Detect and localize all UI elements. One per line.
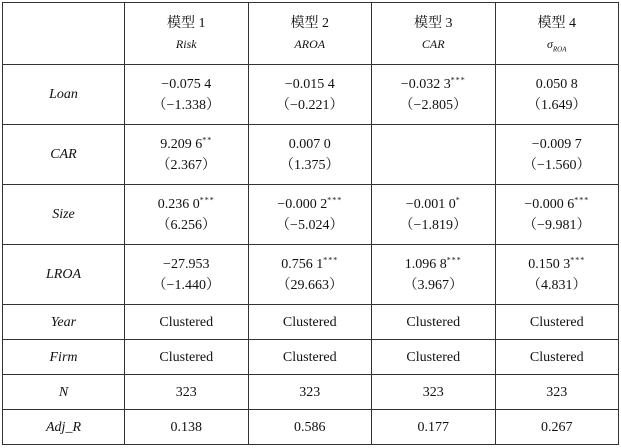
row-firm — [3, 340, 619, 375]
sigma-subscript: ROA — [552, 44, 567, 53]
significance-stars: * — [455, 194, 461, 204]
corner-cell — [3, 3, 125, 65]
t-statistic: （3.967） — [403, 277, 463, 293]
significance-stars: ** — [202, 134, 213, 144]
significance-stars: *** — [450, 74, 466, 84]
coefficient: 0.050 8 — [535, 76, 578, 92]
cell-value: Clustered — [248, 305, 372, 340]
significance-stars: *** — [446, 254, 462, 264]
t-statistic: （1.649） — [527, 97, 587, 113]
row-label: N — [3, 375, 125, 410]
t-statistic: （1.375） — [280, 157, 340, 173]
cell-car-m1 — [125, 125, 249, 185]
cell-size-m3 — [372, 185, 496, 245]
significance-stars: *** — [574, 194, 590, 204]
row-n — [3, 375, 619, 410]
header-model-3 — [372, 3, 496, 65]
model-name: 模型 4 — [537, 15, 576, 31]
regression-table — [2, 2, 619, 445]
t-statistic: （−0.221） — [276, 97, 344, 113]
cell-loan-m1 — [125, 65, 249, 125]
row-size — [3, 185, 619, 245]
dependent-variable: CAR — [421, 36, 445, 51]
coefficient: 1.096 8 — [404, 256, 447, 272]
dependent-variable — [496, 34, 619, 55]
significance-stars: *** — [570, 254, 586, 264]
t-statistic: （−5.024） — [276, 217, 344, 233]
row-lroa — [3, 245, 619, 305]
cell-car-m3 — [372, 125, 496, 185]
coefficient: −0.000 6 — [524, 196, 575, 212]
sigma-symbol: σ — [546, 36, 553, 51]
coefficient: −0.032 3 — [400, 76, 451, 92]
row-adj-r — [3, 410, 619, 445]
cell-size-m1 — [125, 185, 249, 245]
row-label: Year — [3, 305, 125, 340]
cell-value: 0.586 — [248, 410, 372, 445]
cell-value: 0.267 — [495, 410, 619, 445]
t-statistic: （4.831） — [527, 277, 587, 293]
t-statistic: （29.663） — [276, 277, 343, 293]
header-model-2 — [248, 3, 372, 65]
cell-value: Clustered — [372, 340, 496, 375]
cell-lroa-m2 — [248, 245, 372, 305]
cell-value: Clustered — [125, 305, 249, 340]
cell-value: Clustered — [248, 340, 372, 375]
row-label: Loan — [3, 65, 125, 125]
row-label: Size — [3, 185, 125, 245]
cell-loan-m3 — [372, 65, 496, 125]
header-row — [3, 3, 619, 65]
cell-value: Clustered — [372, 305, 496, 340]
coefficient: −0.075 4 — [161, 76, 212, 92]
row-label: CAR — [3, 125, 125, 185]
row-year — [3, 305, 619, 340]
coefficient: 0.150 3 — [528, 256, 571, 272]
t-statistic: （−9.981） — [523, 217, 591, 233]
coefficient: −0.001 0 — [405, 196, 456, 212]
row-label: Firm — [3, 340, 125, 375]
cell-value: 323 — [495, 375, 619, 410]
header-model-1 — [125, 3, 249, 65]
cell-value: 323 — [248, 375, 372, 410]
coefficient: 0.236 0 — [157, 196, 200, 212]
header-model-4 — [495, 3, 619, 65]
t-statistic: （−2.805） — [399, 97, 467, 113]
cell-car-m2 — [248, 125, 372, 185]
cell-size-m4 — [495, 185, 619, 245]
cell-value: Clustered — [495, 305, 619, 340]
significance-stars: *** — [327, 194, 343, 204]
coefficient: −0.000 2 — [277, 196, 328, 212]
model-name: 模型 2 — [290, 15, 329, 31]
cell-lroa-m4 — [495, 245, 619, 305]
dependent-variable: AROA — [294, 36, 326, 51]
significance-stars: *** — [199, 194, 215, 204]
coefficient: −0.009 7 — [531, 136, 582, 152]
cell-value: 323 — [125, 375, 249, 410]
cell-value: 0.138 — [125, 410, 249, 445]
cell-loan-m2 — [248, 65, 372, 125]
row-car — [3, 125, 619, 185]
coefficient: 0.756 1 — [281, 256, 324, 272]
coefficient: 9.209 6 — [160, 136, 203, 152]
dependent-variable: Risk — [175, 36, 197, 51]
t-statistic: （−1.440） — [152, 277, 220, 293]
cell-lroa-m1 — [125, 245, 249, 305]
cell-value: 0.177 — [372, 410, 496, 445]
model-name: 模型 3 — [414, 15, 453, 31]
t-statistic: （2.367） — [156, 157, 216, 173]
cell-value: Clustered — [495, 340, 619, 375]
row-label: LROA — [3, 245, 125, 305]
cell-value: 323 — [372, 375, 496, 410]
significance-stars: *** — [323, 254, 339, 264]
coefficient: 0.007 0 — [288, 136, 331, 152]
model-name: 模型 1 — [167, 15, 206, 31]
t-statistic: （6.256） — [156, 217, 216, 233]
coefficient: −0.015 4 — [284, 76, 335, 92]
cell-loan-m4 — [495, 65, 619, 125]
cell-car-m4 — [495, 125, 619, 185]
cell-value: Clustered — [125, 340, 249, 375]
t-statistic: （−1.338） — [152, 97, 220, 113]
cell-size-m2 — [248, 185, 372, 245]
t-statistic: （−1.560） — [523, 157, 591, 173]
coefficient: −27.953 — [163, 256, 210, 272]
t-statistic: （−1.819） — [399, 217, 467, 233]
row-label: Adj_R — [3, 410, 125, 445]
cell-lroa-m3 — [372, 245, 496, 305]
row-loan — [3, 65, 619, 125]
